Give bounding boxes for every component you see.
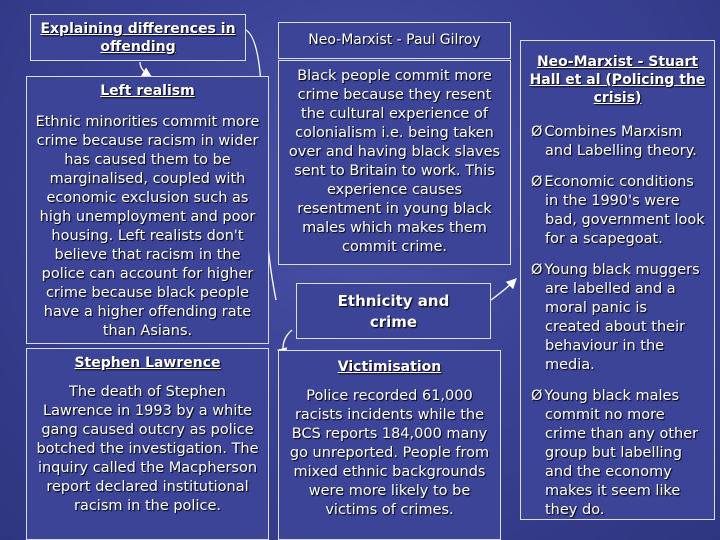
- ethnicity-and-crime-box: [296, 283, 491, 339]
- arrow-title-to-left-realism: [140, 62, 150, 76]
- list-item: Ø Economic conditions in the 1990's were bad, government look for a scapegoat.: [531, 174, 705, 247]
- list-item: Ø Combines Marxism and Labelling theory.: [531, 124, 697, 159]
- gilroy-heading-box: [278, 22, 511, 59]
- list-item: Ø Young black males commit no more crime than any other group but labelling and the economy makes it seem like they do.: [531, 388, 699, 518]
- hall-heading: Neo-Marxist - Stuart Hall et al (Policing the crisis): [529, 54, 706, 106]
- stephen-lawrence-body: The death of Stephen Lawrence in 1993 by a white gang caused outcry as police botched the investigation. The inquiry called the Macpherson report declared institutional racism in the police.: [36, 384, 259, 514]
- left-realism-box: [26, 76, 269, 344]
- victimisation-box: [278, 350, 501, 540]
- stephen-lawrence-heading: Stephen Lawrence: [74, 355, 221, 371]
- victimisation-heading: Victimisation: [337, 359, 442, 375]
- hall-bullet-list: [521, 107, 714, 520]
- title-box: [30, 14, 246, 61]
- hall-box: [520, 40, 715, 520]
- arrow-bullet-icon: Ø: [531, 174, 543, 190]
- arrow-bullet-icon: Ø: [531, 124, 543, 140]
- centre-title: Ethnicity and crime: [337, 292, 450, 331]
- curve-centre-to-hall: [491, 280, 515, 300]
- arrow-bullet-icon: Ø: [531, 262, 543, 278]
- left-realism-body: Ethnic minorities commit more crime because racism in wider has caused them to be marginalised, coupled with economic exclusion such as high unemployment and poor housing. Left realists don't believe that racism in the police can account for higher crime because black people have a higher offending rate than Asians.: [35, 114, 260, 339]
- arrow-bullet-icon: Ø: [531, 388, 543, 404]
- gilroy-body: Black people commit more crime because they resent the cultural experience of colonialism i.e. being taken over and having black slaves sent to Britain to work. This experience causes resentment in young black males which makes them commit crime.: [288, 68, 501, 255]
- gilroy-box: [278, 60, 511, 265]
- victimisation-body: Police recorded 61,000 racists incidents while the BCS reports 184,000 many go unreported. People from mixed ethnic backgrounds were more likely to be victims of crimes.: [289, 388, 490, 518]
- list-item: Ø Young black muggers are labelled and a moral panic is created about their behaviour in the media.: [531, 262, 700, 373]
- title-text: Explaining differences in offending: [40, 21, 236, 55]
- gilroy-heading: Neo-Marxist - Paul Gilroy: [308, 32, 481, 48]
- stephen-lawrence-box: [26, 348, 269, 540]
- left-realism-heading: Left realism: [100, 83, 195, 99]
